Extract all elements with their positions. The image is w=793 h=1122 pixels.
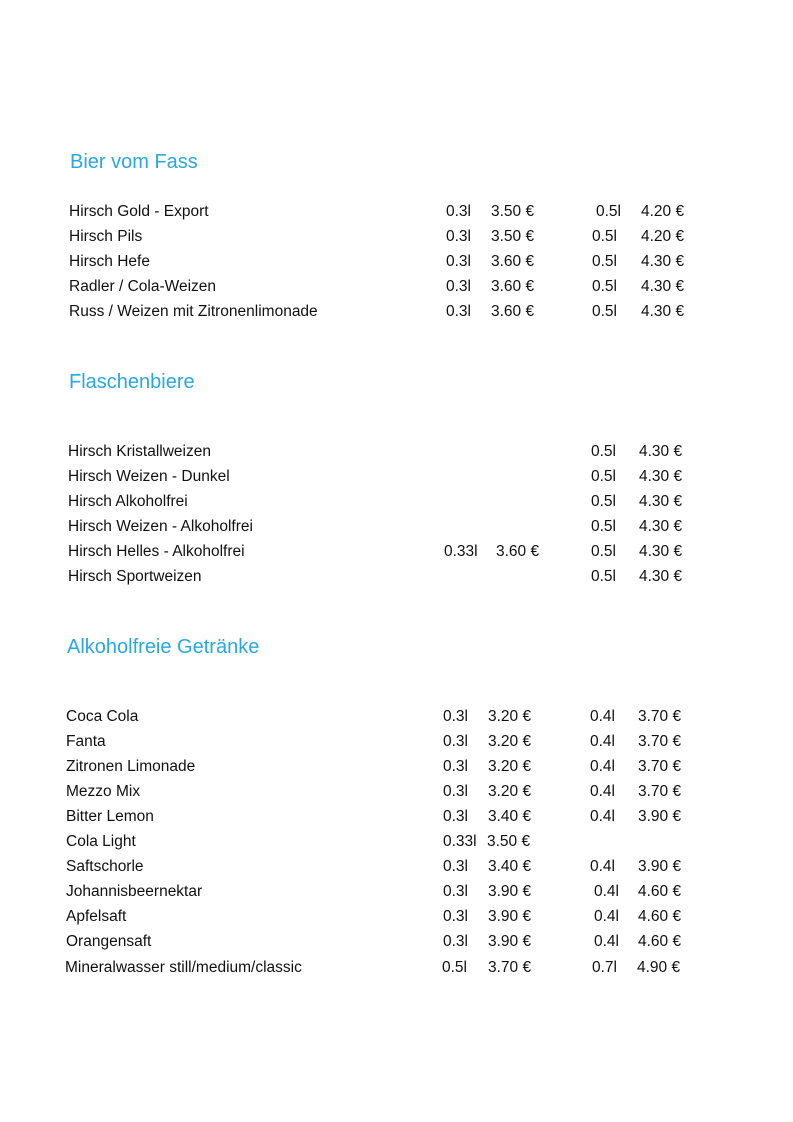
item-price-1: 3.50 € (487, 833, 531, 850)
item-price-1: 3.60 € (491, 303, 535, 320)
item-size-1: 0.33l (444, 543, 478, 560)
menu-item (66, 858, 766, 880)
section-title-flaschenbiere: Flaschenbiere (69, 371, 195, 393)
item-size-2: 0.5l (592, 253, 617, 270)
item-name: Hirsch Pils (69, 228, 143, 245)
item-price-2: 3.70 € (638, 733, 682, 750)
item-name: Coca Cola (66, 708, 139, 725)
menu-item (69, 228, 769, 250)
item-size-2: 0.4l (590, 783, 615, 800)
item-price-1: 3.90 € (488, 933, 532, 950)
item-size-2: 0.4l (594, 908, 619, 925)
item-name: Hirsch Alkoholfrei (68, 493, 188, 510)
item-price-2: 4.60 € (638, 883, 682, 900)
item-size-2: 0.7l (592, 959, 617, 976)
item-size-2: 0.5l (592, 303, 617, 320)
item-price-1: 3.50 € (491, 228, 535, 245)
item-size-2: 0.5l (591, 468, 616, 485)
item-size-2: 0.5l (592, 278, 617, 295)
item-name: Mineralwasser still/medium/classic (65, 959, 302, 976)
item-price-1: 3.60 € (491, 253, 535, 270)
item-name: Johannisbeernektar (66, 883, 203, 900)
item-size-1: 0.3l (443, 933, 468, 950)
item-price-2: 3.70 € (638, 758, 682, 775)
item-price-2: 4.20 € (641, 228, 685, 245)
menu-item (65, 959, 765, 981)
menu-item (68, 493, 768, 515)
item-name: Bitter Lemon (66, 808, 154, 825)
item-size-2: 0.4l (590, 858, 615, 875)
item-price-2: 3.70 € (638, 783, 682, 800)
item-size-2: 0.5l (591, 568, 616, 585)
item-price-1: 3.20 € (488, 708, 532, 725)
menu-item (69, 303, 769, 325)
item-name: Hirsch Weizen - Dunkel (68, 468, 230, 485)
item-price-1: 3.20 € (488, 783, 532, 800)
item-name: Hirsch Weizen - Alkoholfrei (68, 518, 253, 535)
item-size-1: 0.3l (443, 858, 468, 875)
item-price-1: 3.90 € (488, 908, 532, 925)
item-size-2: 0.5l (591, 443, 616, 460)
item-price-2: 4.30 € (641, 303, 685, 320)
item-name: Mezzo Mix (66, 783, 141, 800)
item-size-2: 0.5l (591, 493, 616, 510)
item-price-2: 4.30 € (641, 253, 685, 270)
menu-item (66, 933, 766, 955)
menu-item (66, 758, 766, 780)
item-size-2: 0.5l (592, 228, 617, 245)
item-name: Apfelsaft (66, 908, 127, 925)
item-name: Hirsch Gold - Export (69, 203, 209, 220)
item-name: Russ / Weizen mit Zitronenlimonade (69, 303, 318, 320)
item-name: Orangensaft (66, 933, 152, 950)
menu-item (68, 568, 768, 590)
item-size-1: 0.3l (443, 733, 468, 750)
item-price-1: 3.90 € (488, 883, 532, 900)
item-price-2: 4.30 € (639, 543, 683, 560)
item-size-1: 0.3l (446, 303, 471, 320)
item-name: Fanta (66, 733, 106, 750)
menu-item (69, 253, 769, 275)
item-price-2: 3.90 € (638, 858, 682, 875)
menu-item (66, 783, 766, 805)
menu-item (66, 883, 766, 905)
section-title-alkoholfreie-getraenke: Alkoholfreie Getränke (67, 636, 260, 658)
item-price-2: 4.30 € (639, 468, 683, 485)
menu-item (69, 278, 769, 300)
item-price-1: 3.60 € (496, 543, 540, 560)
menu-item (68, 443, 768, 465)
item-price-2: 4.30 € (641, 278, 685, 295)
item-size-2: 0.4l (590, 733, 615, 750)
item-price-1: 3.60 € (491, 278, 535, 295)
item-size-1: 0.3l (443, 708, 468, 725)
item-price-2: 4.60 € (638, 908, 682, 925)
menu-item (66, 908, 766, 930)
item-price-2: 4.60 € (638, 933, 682, 950)
item-size-1: 0.3l (446, 278, 471, 295)
item-price-1: 3.40 € (488, 808, 532, 825)
item-name: Radler / Cola-Weizen (69, 278, 217, 295)
item-name: Hirsch Hefe (69, 253, 150, 270)
item-name: Hirsch Kristallweizen (68, 443, 211, 460)
item-size-2: 0.5l (591, 543, 616, 560)
item-price-1: 3.50 € (491, 203, 535, 220)
item-price-2: 4.90 € (637, 959, 681, 976)
item-size-1: 0.3l (443, 758, 468, 775)
menu-item (68, 543, 768, 565)
item-price-1: 3.40 € (488, 858, 532, 875)
item-name: Hirsch Sportweizen (68, 568, 202, 585)
item-size-1: 0.3l (443, 908, 468, 925)
item-size-1: 0.5l (442, 959, 467, 976)
item-size-2: 0.4l (590, 758, 615, 775)
item-price-1: 3.20 € (488, 758, 532, 775)
item-size-1: 0.3l (443, 808, 468, 825)
item-name: Zitronen Limonade (66, 758, 196, 775)
section-title-bier-vom-fass: Bier vom Fass (70, 151, 198, 173)
item-size-1: 0.3l (446, 203, 471, 220)
item-size-2: 0.5l (591, 518, 616, 535)
item-size-2: 0.4l (594, 933, 619, 950)
item-size-1: 0.3l (443, 783, 468, 800)
menu-item (68, 518, 768, 540)
menu-item (68, 468, 768, 490)
item-name: Hirsch Helles - Alkoholfrei (68, 543, 245, 560)
menu-item (66, 808, 766, 830)
menu-item (69, 203, 769, 225)
item-price-2: 4.30 € (639, 518, 683, 535)
item-price-1: 3.20 € (488, 733, 532, 750)
item-size-2: 0.4l (590, 708, 615, 725)
item-size-1: 0.3l (443, 883, 468, 900)
menu-item (66, 733, 766, 755)
item-size-1: 0.33l (443, 833, 477, 850)
item-size-2: 0.4l (594, 883, 619, 900)
menu-item (66, 833, 766, 855)
item-price-2: 4.20 € (641, 203, 685, 220)
item-price-2: 4.30 € (639, 568, 683, 585)
item-price-2: 4.30 € (639, 443, 683, 460)
item-price-1: 3.70 € (488, 959, 532, 976)
item-size-1: 0.3l (446, 228, 471, 245)
item-size-1: 0.3l (446, 253, 471, 270)
item-price-2: 3.70 € (638, 708, 682, 725)
item-name: Cola Light (66, 833, 136, 850)
item-size-2: 0.5l (596, 203, 621, 220)
menu-item (66, 708, 766, 730)
item-price-2: 4.30 € (639, 493, 683, 510)
item-price-2: 3.90 € (638, 808, 682, 825)
item-name: Saftschorle (66, 858, 144, 875)
item-size-2: 0.4l (590, 808, 615, 825)
